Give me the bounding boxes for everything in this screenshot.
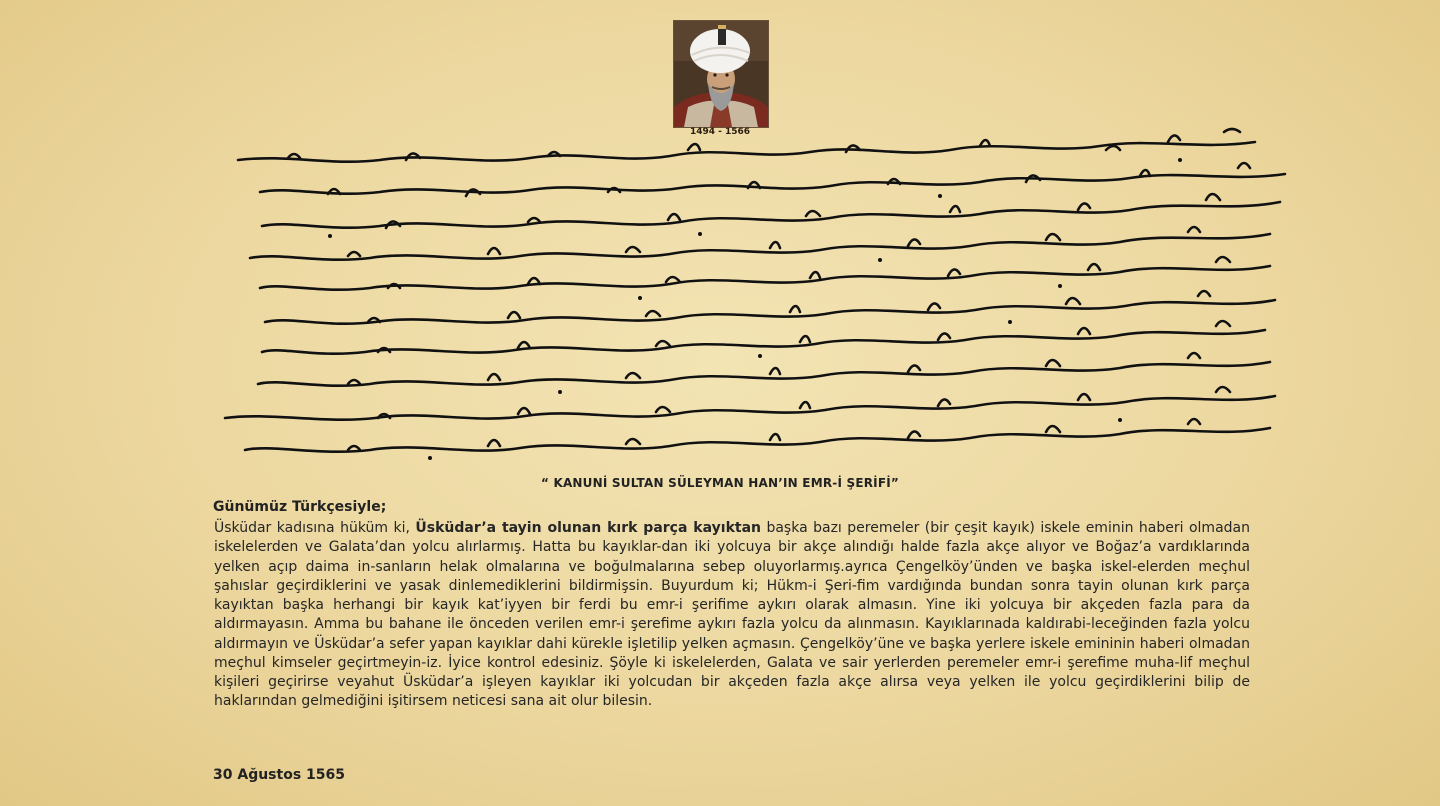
body-rest: başka bazı peremeler (bir çeşit kayık) iskele eminin haberi olmadan iskelelerden ve Galata’dan yolcu alırlarmış. Hatta bu kayıklar-dan iki yolcuya bir akçe alındığı halde fazla akçe alıyor ve Boğaz’a vardıklarında yelken açıp daima in-sanların helak olmalarına ve boğulmalarına sebep oluyorlarmış.ayrıca Çengelköy’ünden ve başka iskel-elerden meçhul şahıslar geçirdiklerini ve yasak dinlemediklerini bildirmişsin. Buyurdum ki; Hükm-i Şeri-fim vardığında bundan sonra tayin olunan kırk parça kayıktan başka herhangi bir kayık kat’iyyen bir ferdi bu emr-i şerifime aykırı olarak almasın. Yine iki yolcuya bir akçeden fazla para da aldırmayasın. Amma bu bahane ile önceden verilen emr-i şerefime aykırı fazla yolcu da alınmasın. Kayıklarınada kaldırabi-leceğinden fazla yolcu aldırmayın ve Üsküdar’a sefer yapan kayıklar dahi kürekle işletilip yelken açmasın. Çengelköy’üne ve başka yerlere iskele emininin haberi olmadan meçhul kimseler geçirtmeyin-iz. İyice kontrol edesiniz. Şöyle ki iskelelerden, Galata ve sair yerlerden peremeler emr-i şerefime muha-lif meçhul kişileri geçirirse veyahut Üsküdar’a işleyen kayıklar iki yolcudan bir akçeden fazla akçe alırsa veya yelken ile yolcu geçirdiklerini bilip de haklarından gelmediğini işitirsem neticesi sana ait olur bilesin. bbox=[214, 520, 1250, 710]
document-date: 30 Ağustos 1565 bbox=[213, 767, 345, 783]
body-highlight: Üsküdar’a tayin olunan kırk parça kayıktan bbox=[415, 520, 761, 536]
portrait-caption: 1494 - 1566 bbox=[689, 127, 751, 137]
document-title: “ KANUNİ SULTAN SÜLEYMAN HAN’IN EMR-İ ŞERİFİ” bbox=[540, 476, 899, 490]
translation-body bbox=[214, 519, 1250, 712]
body-intro: Üsküdar kadısına hüküm ki, bbox=[214, 520, 416, 536]
translation-heading: Günümüz Türkçesiyle; bbox=[213, 499, 387, 515]
